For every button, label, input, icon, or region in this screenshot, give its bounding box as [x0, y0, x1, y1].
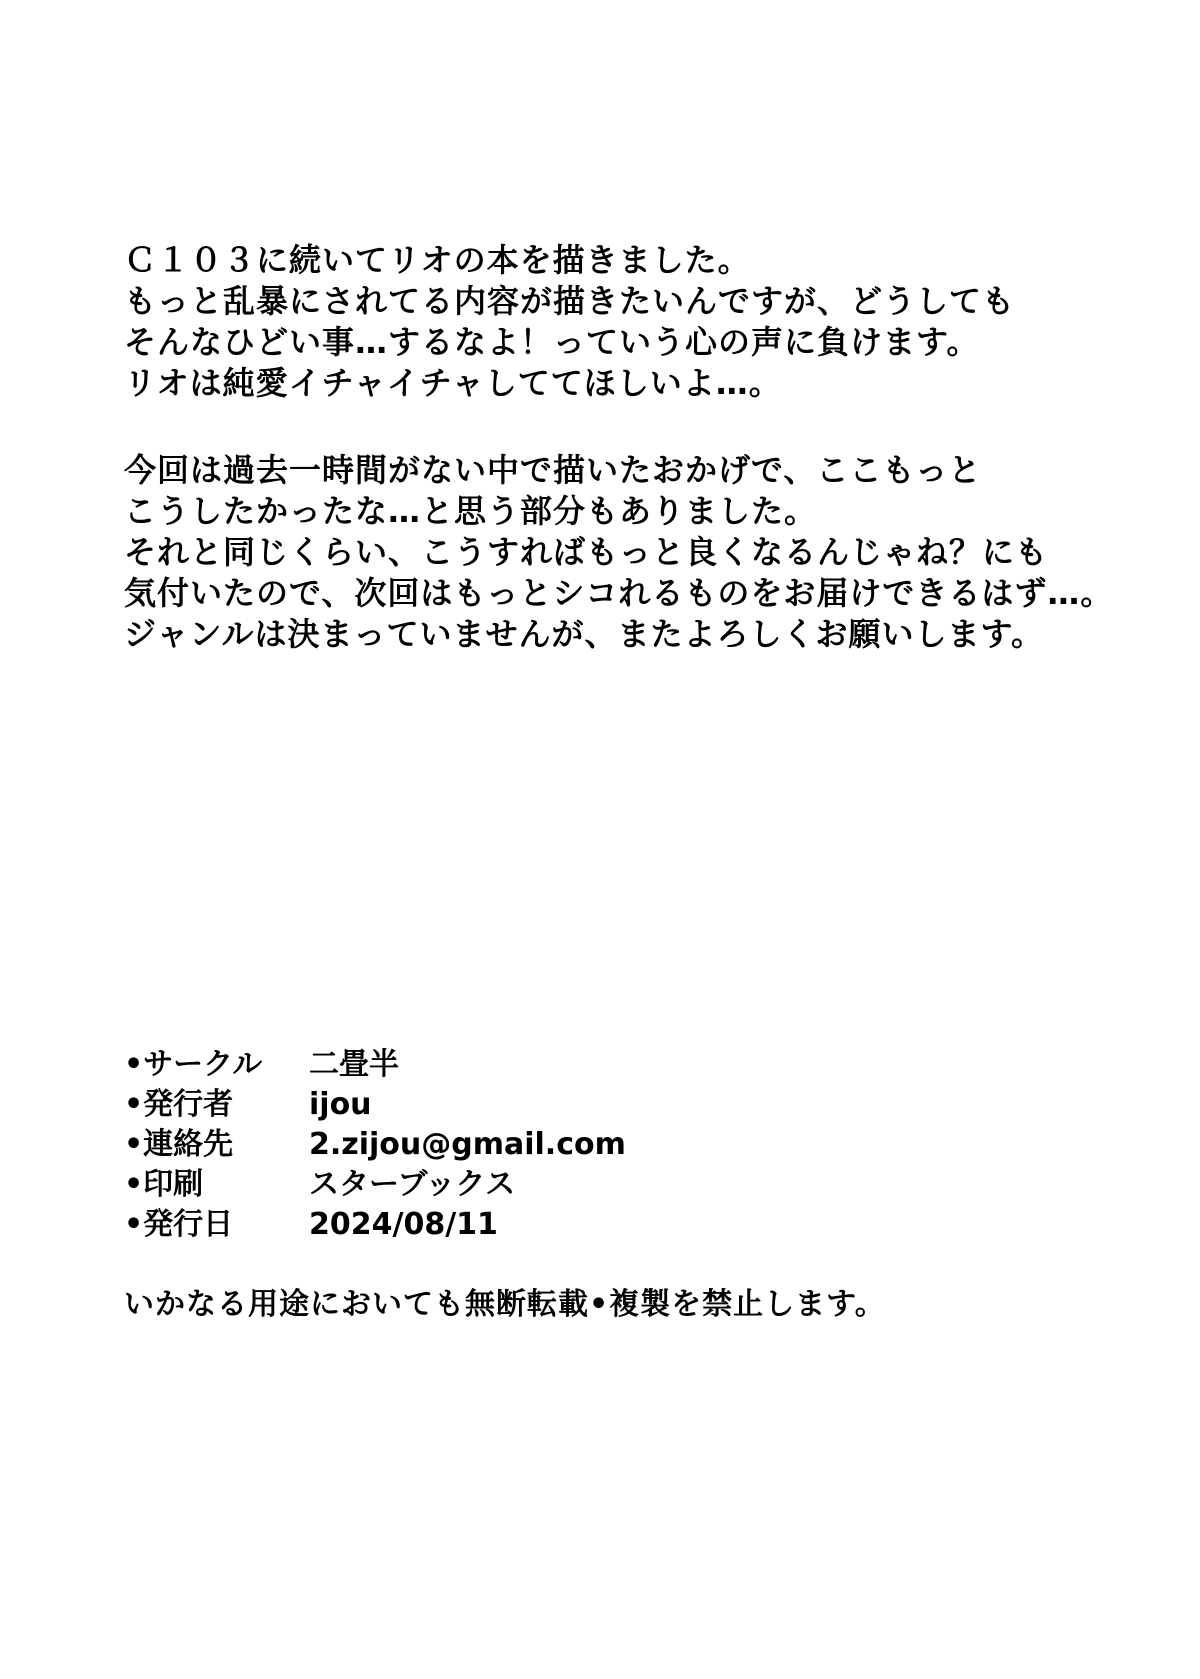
date-label: •発行日 — [124, 1207, 234, 1242]
colophon-row-date — [124, 1199, 824, 1242]
contact-label: •連絡先 — [124, 1127, 234, 1162]
text-line: ジャンルは決まっていませんが、またよろしくお願いします。 — [124, 615, 1045, 653]
publisher-value: ijou — [309, 1087, 372, 1122]
circle-label: •サークル — [124, 1047, 263, 1082]
text-line: リオは純愛イチャイチャしててほしいよ…。 — [124, 364, 782, 402]
afterword-paragraph-1 — [124, 240, 1124, 404]
text-line: それと同じくらい、こうすればもっと良くなるんじゃね？にも — [124, 533, 1049, 571]
afterword-text — [124, 240, 1124, 655]
colophon-row-printer — [124, 1159, 824, 1202]
colophon-row-contact — [124, 1119, 824, 1162]
text-line: そんなひどい事…するなよ！っていう心の声に負けます。 — [124, 323, 980, 361]
text-line: 今回は過去一時間がない中で描いたおかげで、ここもっと — [124, 451, 982, 489]
publisher-label: •発行者 — [124, 1087, 234, 1122]
afterword-paragraph-2 — [124, 450, 1124, 655]
circle-value: 二畳半 — [309, 1047, 399, 1082]
colophon — [124, 1039, 824, 1242]
copyright-notice: いかなる用途においても無断転載•複製を禁止します。 — [124, 1287, 886, 1322]
text-line: Ｃ１０３に続いてリオの本を描きました。 — [124, 241, 751, 279]
text-line: こうしたかったな…と思う部分もありました。 — [124, 492, 818, 530]
publish-date: 2024/08/11 — [309, 1207, 498, 1242]
printer-label: •印刷 — [124, 1167, 204, 1202]
text-line: もっと乱暴にされてる内容が描きたいんですが、どうしても — [124, 282, 1016, 320]
printer-value: スターブックス — [309, 1167, 516, 1202]
contact-email: 2.zijou@gmail.com — [309, 1127, 626, 1162]
text-line: 気付いたので、次回はもっとシコれるものをお届けできるはず…。 — [124, 574, 1114, 612]
colophon-row-publisher — [124, 1079, 824, 1122]
colophon-row-circle — [124, 1039, 824, 1082]
